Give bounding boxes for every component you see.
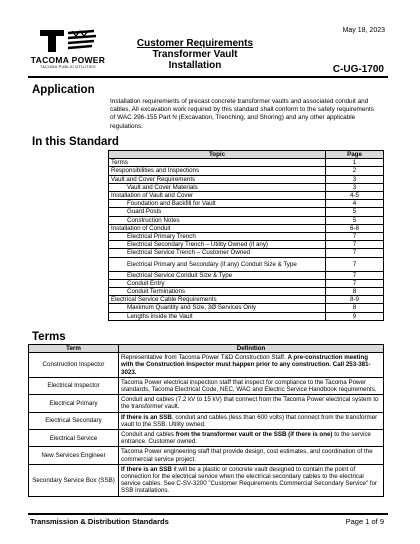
toc-topic: Conduit Terminations	[109, 288, 326, 296]
term-name: Electrical Inspector	[29, 377, 119, 394]
toc-page: 8-9	[326, 296, 384, 304]
term-definition	[119, 353, 384, 378]
toc-page: 4-5	[326, 192, 384, 200]
toc-topic: Conduit Entry	[109, 279, 326, 287]
toc-row	[109, 257, 384, 271]
definition-post: , conduit and cables (less than 600 volts) that connect from the transformer vault to the SSB. Utility owned.	[121, 413, 378, 428]
page-number: Page 1 of 9	[345, 517, 384, 526]
toc-topic: Foundation and Backfill for Vault	[109, 200, 326, 208]
toc-row	[109, 208, 384, 216]
terms-row	[29, 395, 384, 412]
toc-row	[109, 233, 384, 241]
term-name: Secondary Service Box (SSB)	[29, 464, 119, 496]
toc-page: 2	[326, 167, 384, 175]
logo-subtitle: TACOMA PUBLIC UTILITIES	[40, 65, 96, 69]
toc-topic: Electrical Service Cable Requirements	[109, 296, 326, 304]
definition-bold: If there is an SSB	[121, 413, 172, 421]
toc-row	[109, 249, 384, 257]
term-definition	[119, 464, 384, 496]
toc-topic: Lengths inside the Vault	[109, 312, 326, 320]
toc-row	[109, 183, 384, 191]
toc-row	[109, 296, 384, 304]
term-name: New Services Engineer	[29, 447, 119, 464]
toc-page: 3	[326, 175, 384, 183]
header-divider	[28, 76, 388, 78]
terms-heading: Terms	[32, 331, 66, 343]
definition-bold: from the transformer vault or the SSB (if there is one)	[175, 431, 333, 439]
toc-topic: Terms	[109, 159, 326, 167]
toc-page: 8	[326, 288, 384, 296]
toc-topic: Guard Posts	[109, 208, 326, 216]
toc-page: 7	[326, 241, 384, 249]
terms-table	[28, 344, 384, 497]
toc-topic: Electrical Secondary Trench – Utility Owned (if any)	[109, 241, 326, 249]
toc-topic: Electrical Service Trench – Customer Owned	[109, 249, 326, 257]
toc-row	[109, 224, 384, 232]
definition-post: it will be a plastic or concrete vault designed to contain the point of connection for the electrical service when the electrical secondary cables to the electrical service cables. See C-SV-3200 "Customer Requirements Commercial Secondary Service" for SSB installations.	[121, 465, 378, 495]
toc-heading: In this Standard	[32, 136, 119, 148]
terms-row	[29, 412, 384, 429]
toc-topic: Maximum Quantity and Size, 3Ø Services Only	[109, 304, 326, 312]
toc-row	[109, 241, 384, 249]
toc-row	[109, 271, 384, 279]
toc-row	[109, 159, 384, 167]
toc-table	[108, 150, 384, 321]
tacoma-power-logo	[28, 28, 108, 68]
toc-row	[109, 216, 384, 224]
toc-row	[109, 288, 384, 296]
toc-topic: Responsibilities and Inspections	[109, 167, 326, 175]
term-definition	[119, 395, 384, 412]
toc-row	[109, 192, 384, 200]
toc-row	[109, 175, 384, 183]
toc-topic: Construction Notes	[109, 216, 326, 224]
toc-page: 7	[326, 249, 384, 257]
term-definition	[119, 377, 384, 394]
toc-col-topic: Topic	[109, 151, 326, 159]
toc-row	[109, 200, 384, 208]
term-name: Construction Inspector	[29, 353, 119, 378]
logo-mark-icon	[38, 28, 98, 54]
toc-topic: Electrical Primary and Secondary (if any) Conduit Size & Type	[109, 257, 326, 271]
toc-row	[109, 304, 384, 312]
terms-row	[29, 353, 384, 378]
definition-bold: A pre-construction meeting with the Construction Inspector must happen prior to any construction. Call 253-381-3023.	[121, 354, 371, 376]
term-name: Electrical Primary	[29, 395, 119, 412]
title-line-3: Installation	[168, 60, 222, 71]
toc-topic: Installation of Vault and Cover	[109, 192, 326, 200]
toc-page: 4	[326, 200, 384, 208]
toc-page: 1	[326, 159, 384, 167]
toc-topic: Vault and Cover Requirements	[109, 175, 326, 183]
toc-topic: Installation of Conduit	[109, 224, 326, 232]
terms-row	[29, 447, 384, 464]
term-definition	[119, 430, 384, 447]
terms-row	[29, 377, 384, 394]
toc-page: 7	[326, 257, 384, 271]
definition-pre: Conduit and cables	[121, 431, 176, 439]
definition-pre: Representative from Tacoma Power T&D Construction Staff.	[121, 354, 288, 362]
definition-pre: Tacoma Power engineering staff that provide design, cost estimates, and coordination of the commercial service project.	[121, 448, 373, 463]
definition-pre: Conduit and cables (7.2 kV to 15 kV) that connect from the Tacoma Power electrical system to the transformer vault.	[121, 396, 379, 411]
terms-col-term: Term	[29, 345, 119, 353]
toc-col-page: Page	[326, 151, 384, 159]
title-line-2: Transformer Vault	[152, 49, 238, 60]
terms-col-definition: Definition	[119, 345, 384, 353]
toc-page: 3	[326, 183, 384, 191]
application-text: Installation requirements of precast concrete transformer vaults and associated conduit and cables. All excavation work required by this standard shall conform to the safety requirements of WAC 296-155 Part N (Excavation, Trenching, and Shoring) and any other applicable regulations.	[110, 98, 374, 130]
toc-page: 9	[326, 312, 384, 320]
application-heading: Application	[32, 84, 95, 96]
toc-page: 7	[326, 271, 384, 279]
toc-topic: Vault and Cover Materials	[109, 183, 326, 191]
toc-topic: Electrical Primary Trench	[109, 233, 326, 241]
term-name: Electrical Service	[29, 430, 119, 447]
toc-page: 5	[326, 216, 384, 224]
toc-row	[109, 167, 384, 175]
terms-row	[29, 430, 384, 447]
terms-row	[29, 464, 384, 496]
footer-divider	[28, 513, 388, 515]
toc-page: 7	[326, 233, 384, 241]
footer-title: Transmission & Distribution Standards	[30, 517, 169, 526]
term-name: Electrical Secondary	[29, 412, 119, 429]
definition-post: to the service entrance. Customer owned.	[121, 431, 372, 446]
definition-bold: If there is an SSB	[121, 465, 172, 473]
term-definition	[119, 412, 384, 429]
toc-page: 7	[326, 279, 384, 287]
standard-code: C-UG-1700	[332, 64, 384, 75]
definition-pre: Tacoma Power electrical inspection staff that inspect for compliance to the Tacoma Power standards, Tacoma Electrical Code, NEC, WAC and Electric Service Handbook requirements.	[121, 378, 377, 394]
standard-title	[120, 38, 270, 71]
document-date: May 18, 2023	[342, 27, 385, 34]
toc-topic: Electrical Service Conduit Size & Type	[109, 271, 326, 279]
toc-page: 6-8	[326, 224, 384, 232]
toc-row	[109, 312, 384, 320]
term-definition	[119, 447, 384, 464]
logo-name: TACOMA POWER	[30, 55, 106, 65]
toc-page: 5	[326, 208, 384, 216]
toc-page: 8	[326, 304, 384, 312]
toc-row	[109, 279, 384, 287]
title-line-1: Customer Requirements	[136, 38, 254, 49]
